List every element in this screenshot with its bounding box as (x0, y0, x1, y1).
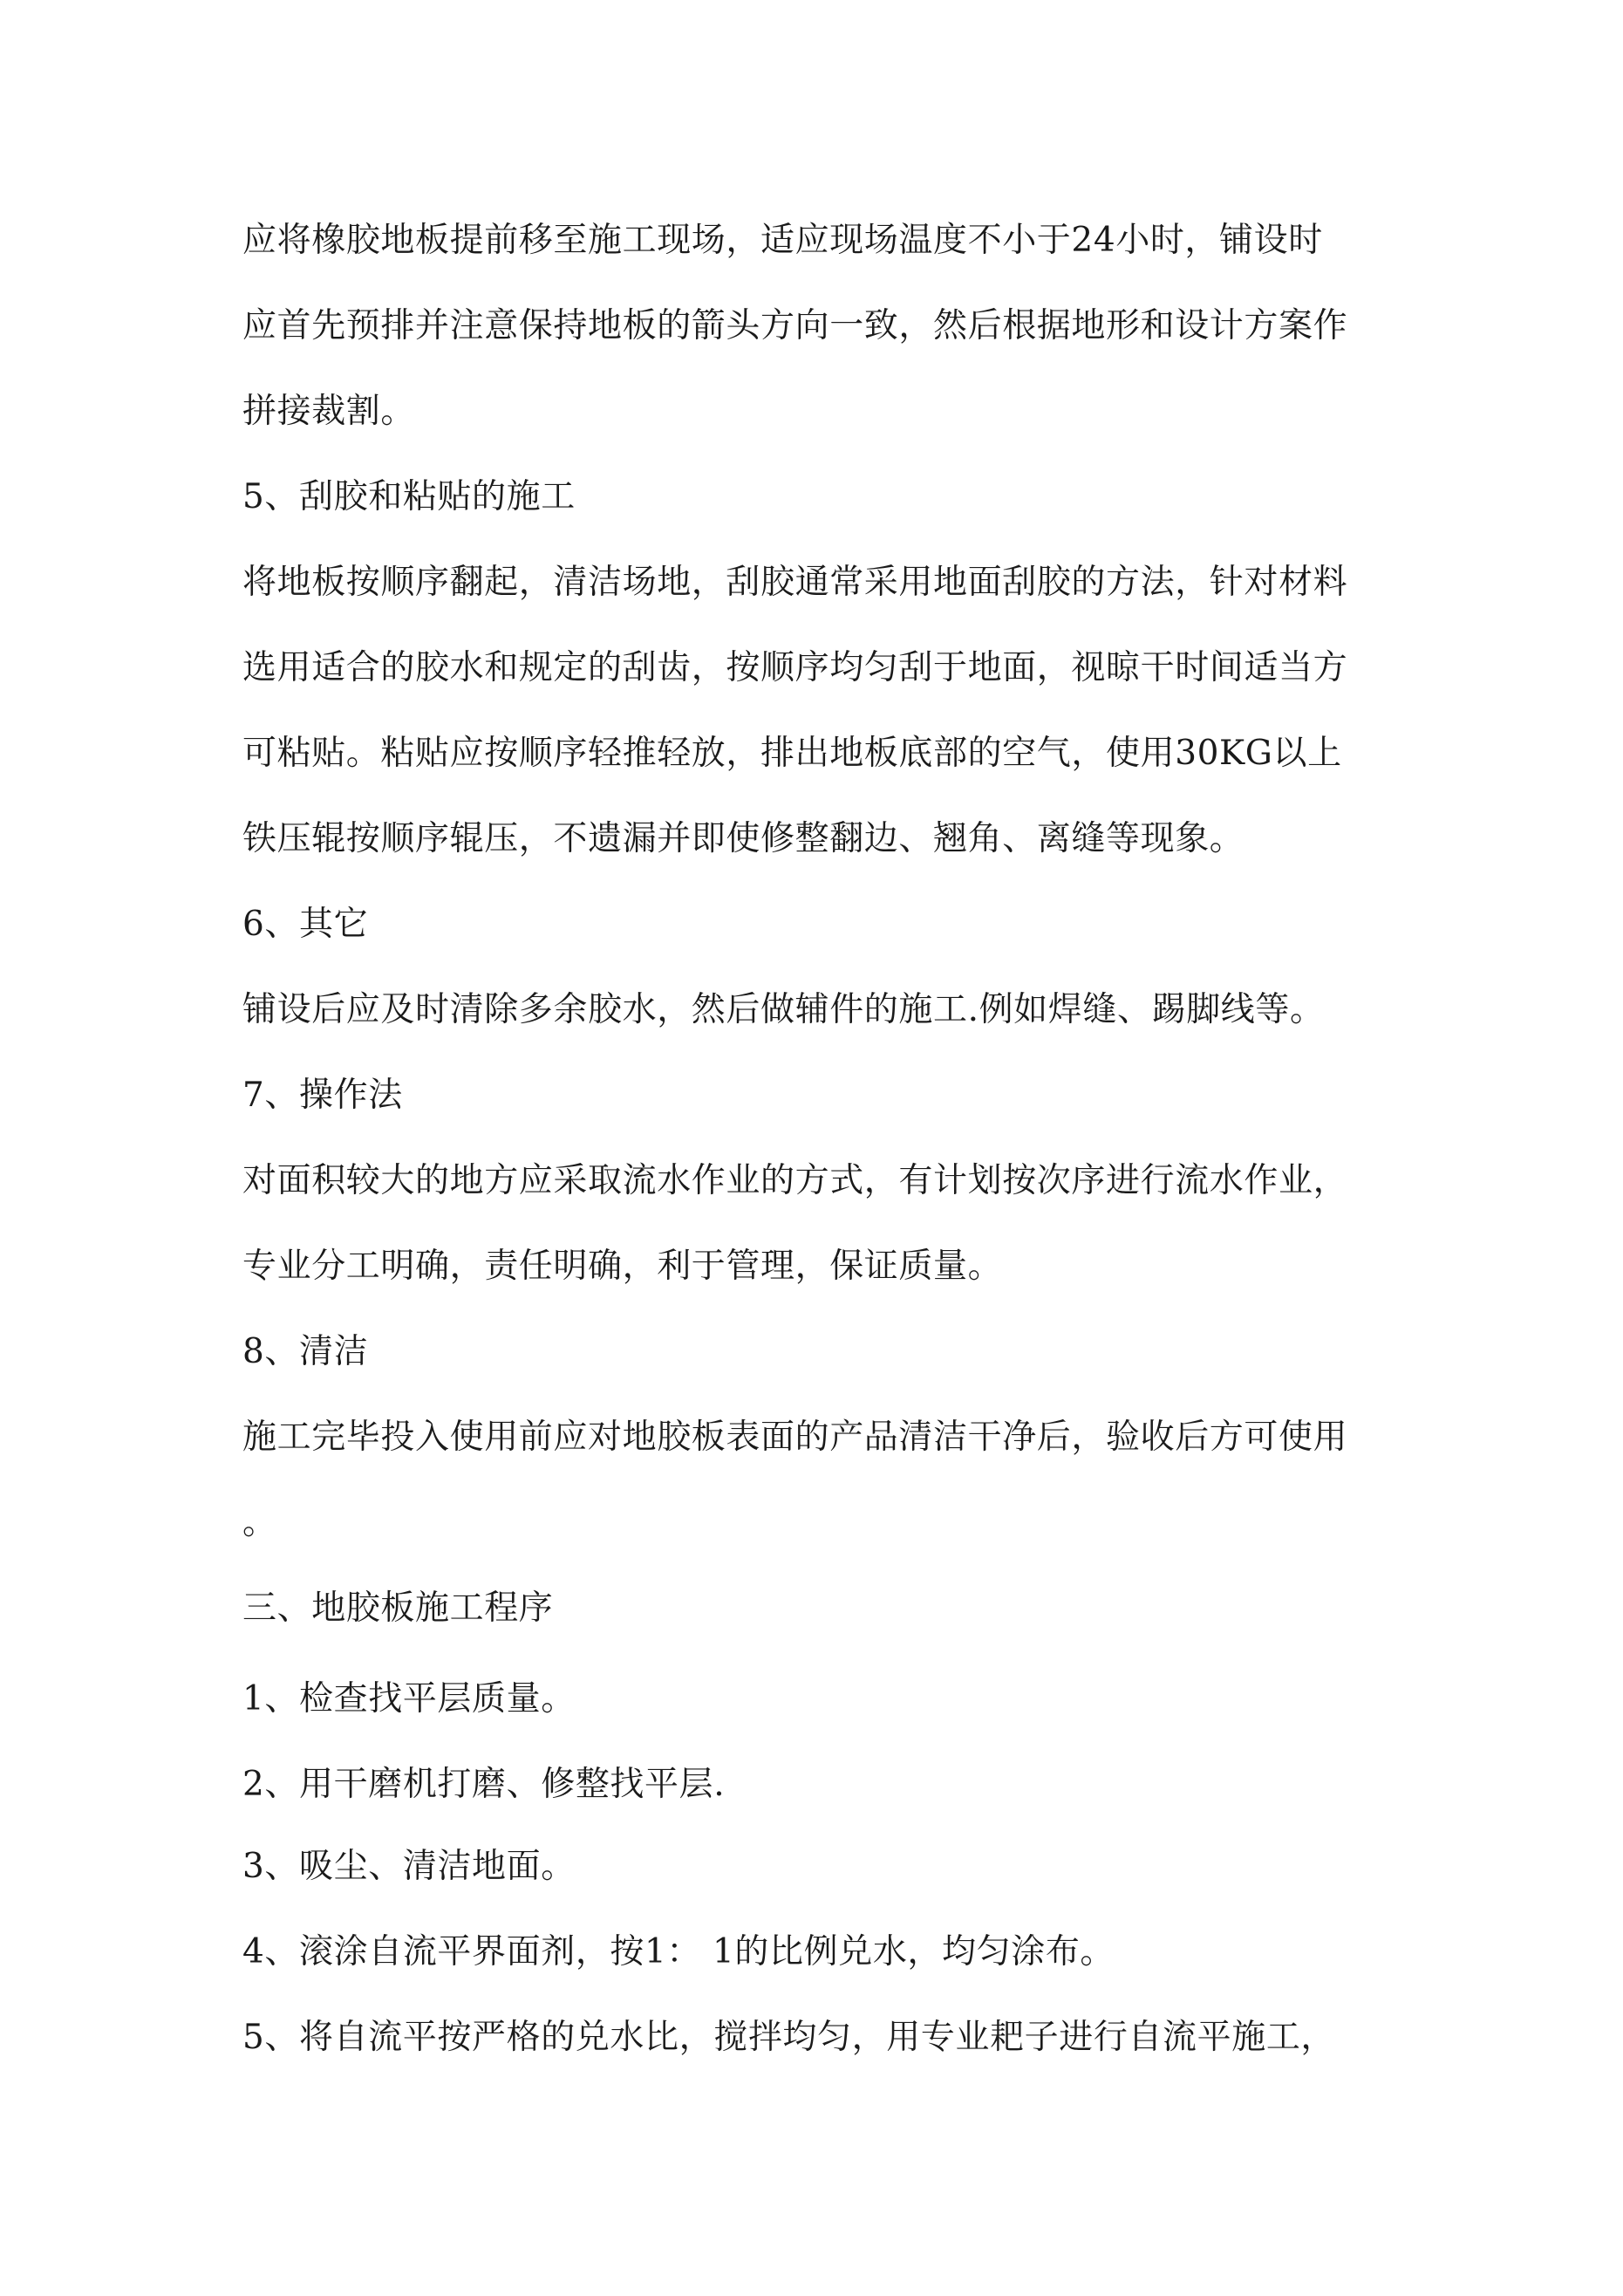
list-item: 2、用干磨机打磨、修整找平层. (242, 1765, 726, 1804)
body-text-line: 专业分工明确，责任明确，利于管理，保证质量。 (242, 1247, 1003, 1286)
body-text-line: 可粘贴。粘贴应按顺序轻推轻放，排出地板底部的空气，使用30KG以上 (242, 734, 1342, 773)
body-text-line: 施工完毕投入使用前应对地胶板表面的产品清洁干净后，验收后方可使用 (242, 1418, 1348, 1457)
body-text-line: 铺设后应及时清除多余胶水，然后做辅件的施工.例如焊缝、踢脚线等。 (242, 990, 1325, 1029)
list-item: 1、检查找平层质量。 (242, 1679, 576, 1719)
list-item: 5、将自流平按严格的兑水比，搅拌均匀，用专业耙子进行自流平施工， (242, 2018, 1336, 2057)
body-text-line: 对面积较大的地方应采取流水作业的方式，有计划按次序进行流水作业， (242, 1161, 1348, 1200)
body-text-line: 。 (242, 1503, 277, 1542)
body-text-line: 拼接裁割。 (242, 392, 416, 431)
body-text-line: 应将橡胶地板提前移至施工现场，适应现场温度不小于24小时，铺设时 (242, 221, 1323, 260)
body-text-line: 铁压辊按顺序辊压，不遗漏并即使修整翻边、翘角、离缝等现象。 (242, 819, 1245, 858)
list-item: 3、吸尘、清洁地面。 (242, 1847, 576, 1886)
body-text-line: 应首先预排并注意保持地板的箭头方向一致，然后根据地形和设计方案作 (242, 306, 1348, 345)
section-heading: 7、操作法 (242, 1076, 403, 1115)
section-heading: 5、刮胶和粘贴的施工 (242, 477, 576, 516)
section-heading: 8、清洁 (242, 1332, 369, 1371)
list-item: 4、滚涂自流平界面剂，按1： 1的比例兑水，均匀涂布。 (242, 1932, 1115, 1971)
section-heading: 6、其它 (242, 905, 369, 944)
chapter-heading: 三、地胶板施工程序 (242, 1589, 554, 1628)
body-text-line: 将地板按顺序翻起，清洁场地，刮胶通常采用地面刮胶的方法，针对材料 (242, 563, 1348, 602)
body-text-line: 选用适合的胶水和规定的刮齿，按顺序均匀刮于地面，视晾干时间适当方 (242, 648, 1348, 687)
